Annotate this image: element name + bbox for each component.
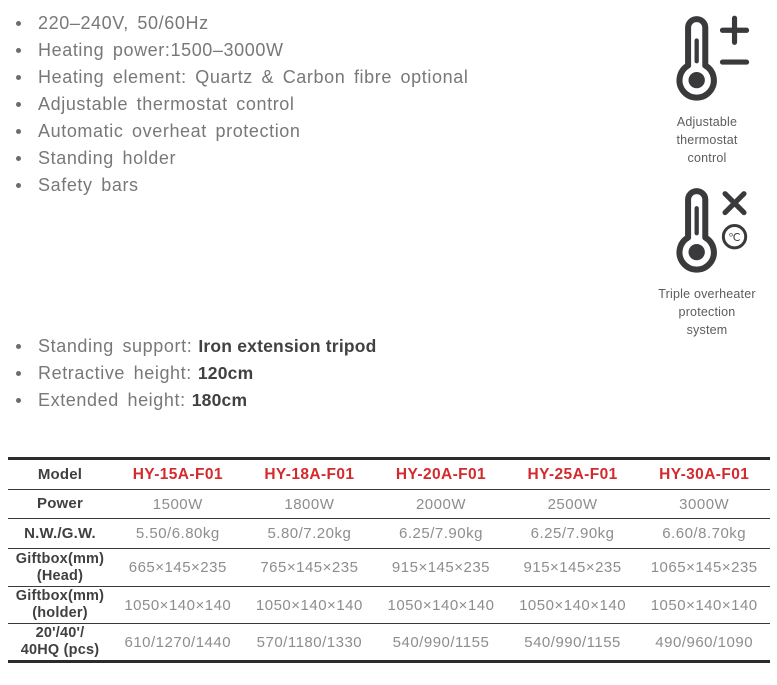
table-cell: 665×145×235 [128, 559, 227, 576]
spec-label: Standing support: [38, 336, 193, 356]
spec-item [10, 387, 377, 414]
table-cell: 1050×140×140 [387, 596, 495, 614]
table-cell: 1800W [284, 495, 335, 513]
model-name: HY-18A-F01 [264, 465, 355, 483]
row-label-line: 40HQ (pcs) [20, 642, 100, 658]
table-cell: 1500W [152, 495, 203, 513]
table-cell: 610/1270/1440 [124, 633, 232, 651]
table-cell: 1050×140×140 [124, 596, 232, 614]
model-name: HY-20A-F01 [395, 465, 487, 483]
bullet-icon [16, 48, 21, 53]
table-header-row [8, 459, 770, 490]
table-cell: 5.80/7.20kg [267, 525, 352, 542]
feature-text: Adjustable thermostat control [38, 94, 295, 114]
table-cell: 570/1180/1330 [256, 633, 363, 651]
row-label-line: N.W./G.W. [24, 524, 96, 542]
feature-item [10, 172, 468, 199]
table-cell: 915×145×235 [391, 559, 491, 576]
bullet-icon [16, 75, 21, 80]
feature-text: Safety bars [38, 175, 139, 195]
row-label [8, 549, 112, 587]
bullet-icon [16, 156, 21, 161]
row-label-model: Model [37, 466, 83, 483]
badge-label-line: Adjustable [676, 115, 738, 129]
table-row-giftbox-holder [8, 587, 770, 624]
row-label-line: (Head) [36, 567, 84, 584]
row-label [8, 519, 112, 549]
table-cell: 2500W [547, 495, 598, 513]
feature-text: Heating element: Quartz & Carbon fibre optional [38, 67, 469, 87]
badge-label-line: protection [678, 304, 736, 319]
table-cell: 6.25/7.90kg [399, 525, 483, 542]
table-cell: 1065×145×235 [650, 559, 758, 576]
spec-table [8, 457, 770, 663]
bullet-icon [16, 371, 21, 376]
table-cell: 1050×140×140 [650, 596, 758, 614]
row-label [8, 490, 112, 519]
table-cell: 540/990/1155 [524, 633, 621, 651]
thermometer-overheat-cutoff-icon [664, 184, 750, 279]
model-name: HY-15A-F01 [132, 465, 223, 483]
feature-item [10, 145, 468, 172]
feature-text: Heating power:1500–3000W [38, 40, 284, 60]
table-cell: 540/990/1155 [392, 633, 490, 651]
bullet-icon [16, 102, 21, 107]
table-cell: 490/960/1090 [655, 633, 754, 651]
spec-value: 120cm [197, 363, 254, 383]
feature-item [10, 64, 468, 91]
table-cell: 6.25/7.90kg [530, 525, 615, 542]
feature-text: Standing holder [38, 148, 177, 168]
table-cell: 1050×140×140 [519, 596, 627, 614]
table-cell: 3000W [679, 495, 730, 513]
badge-label [632, 114, 777, 167]
overheat-protection-badge [632, 184, 777, 339]
badge-label-line: system [686, 322, 728, 337]
thermometer-plus-minus-icon [664, 12, 750, 107]
table-row-power [8, 490, 770, 519]
spec-value: Iron extension tripod [198, 336, 377, 356]
bullet-icon [16, 398, 21, 403]
spec-value: 180cm [191, 390, 248, 410]
spec-item [10, 333, 377, 360]
feature-item [10, 91, 468, 118]
bullet-icon [16, 183, 21, 188]
spec-label: Retractive height: [38, 363, 192, 383]
table-cell: 1050×140×140 [255, 596, 363, 614]
row-label-line: Power [36, 495, 83, 513]
table-cell: 2000W [415, 495, 466, 513]
svg-text:℃: ℃ [728, 231, 741, 244]
feature-text: 220–240V, 50/60Hz [38, 13, 209, 33]
badge-label-line: thermostat [676, 132, 738, 147]
adjustable-thermostat-badge [632, 12, 777, 167]
feature-item [10, 37, 468, 64]
row-label-line: Giftbox(mm) [15, 550, 105, 567]
model-name: HY-25A-F01 [527, 465, 618, 483]
bullet-icon [16, 21, 21, 26]
feature-text: Automatic overheat protection [38, 121, 301, 141]
table-row-weight [8, 519, 770, 549]
spec-list [10, 333, 377, 414]
bullet-icon [16, 344, 21, 349]
feature-item [10, 118, 468, 145]
table-row-container-qty [8, 624, 770, 662]
feature-list [10, 10, 468, 199]
badge-label [632, 286, 777, 339]
row-label [8, 624, 112, 662]
table-row-giftbox-head [8, 549, 770, 587]
spec-item [10, 360, 377, 387]
table-cell: 6.60/8.70kg [662, 525, 747, 542]
row-label-line: Giftbox(mm) [15, 588, 105, 605]
model-name: HY-30A-F01 [659, 465, 750, 483]
table-cell: 915×145×235 [523, 559, 622, 576]
bullet-icon [16, 129, 21, 134]
badge-label-line: control [687, 150, 727, 165]
spec-label: Extended height: [38, 390, 186, 410]
table-cell: 5.50/6.80kg [135, 525, 220, 542]
row-label-line: (holder) [32, 605, 88, 621]
feature-item [10, 10, 468, 37]
row-label [8, 587, 112, 624]
row-label-line: 20'/40'/ [35, 625, 85, 642]
badge-label-line: Triple overheater [658, 287, 756, 301]
table-cell: 765×145×235 [260, 559, 359, 576]
